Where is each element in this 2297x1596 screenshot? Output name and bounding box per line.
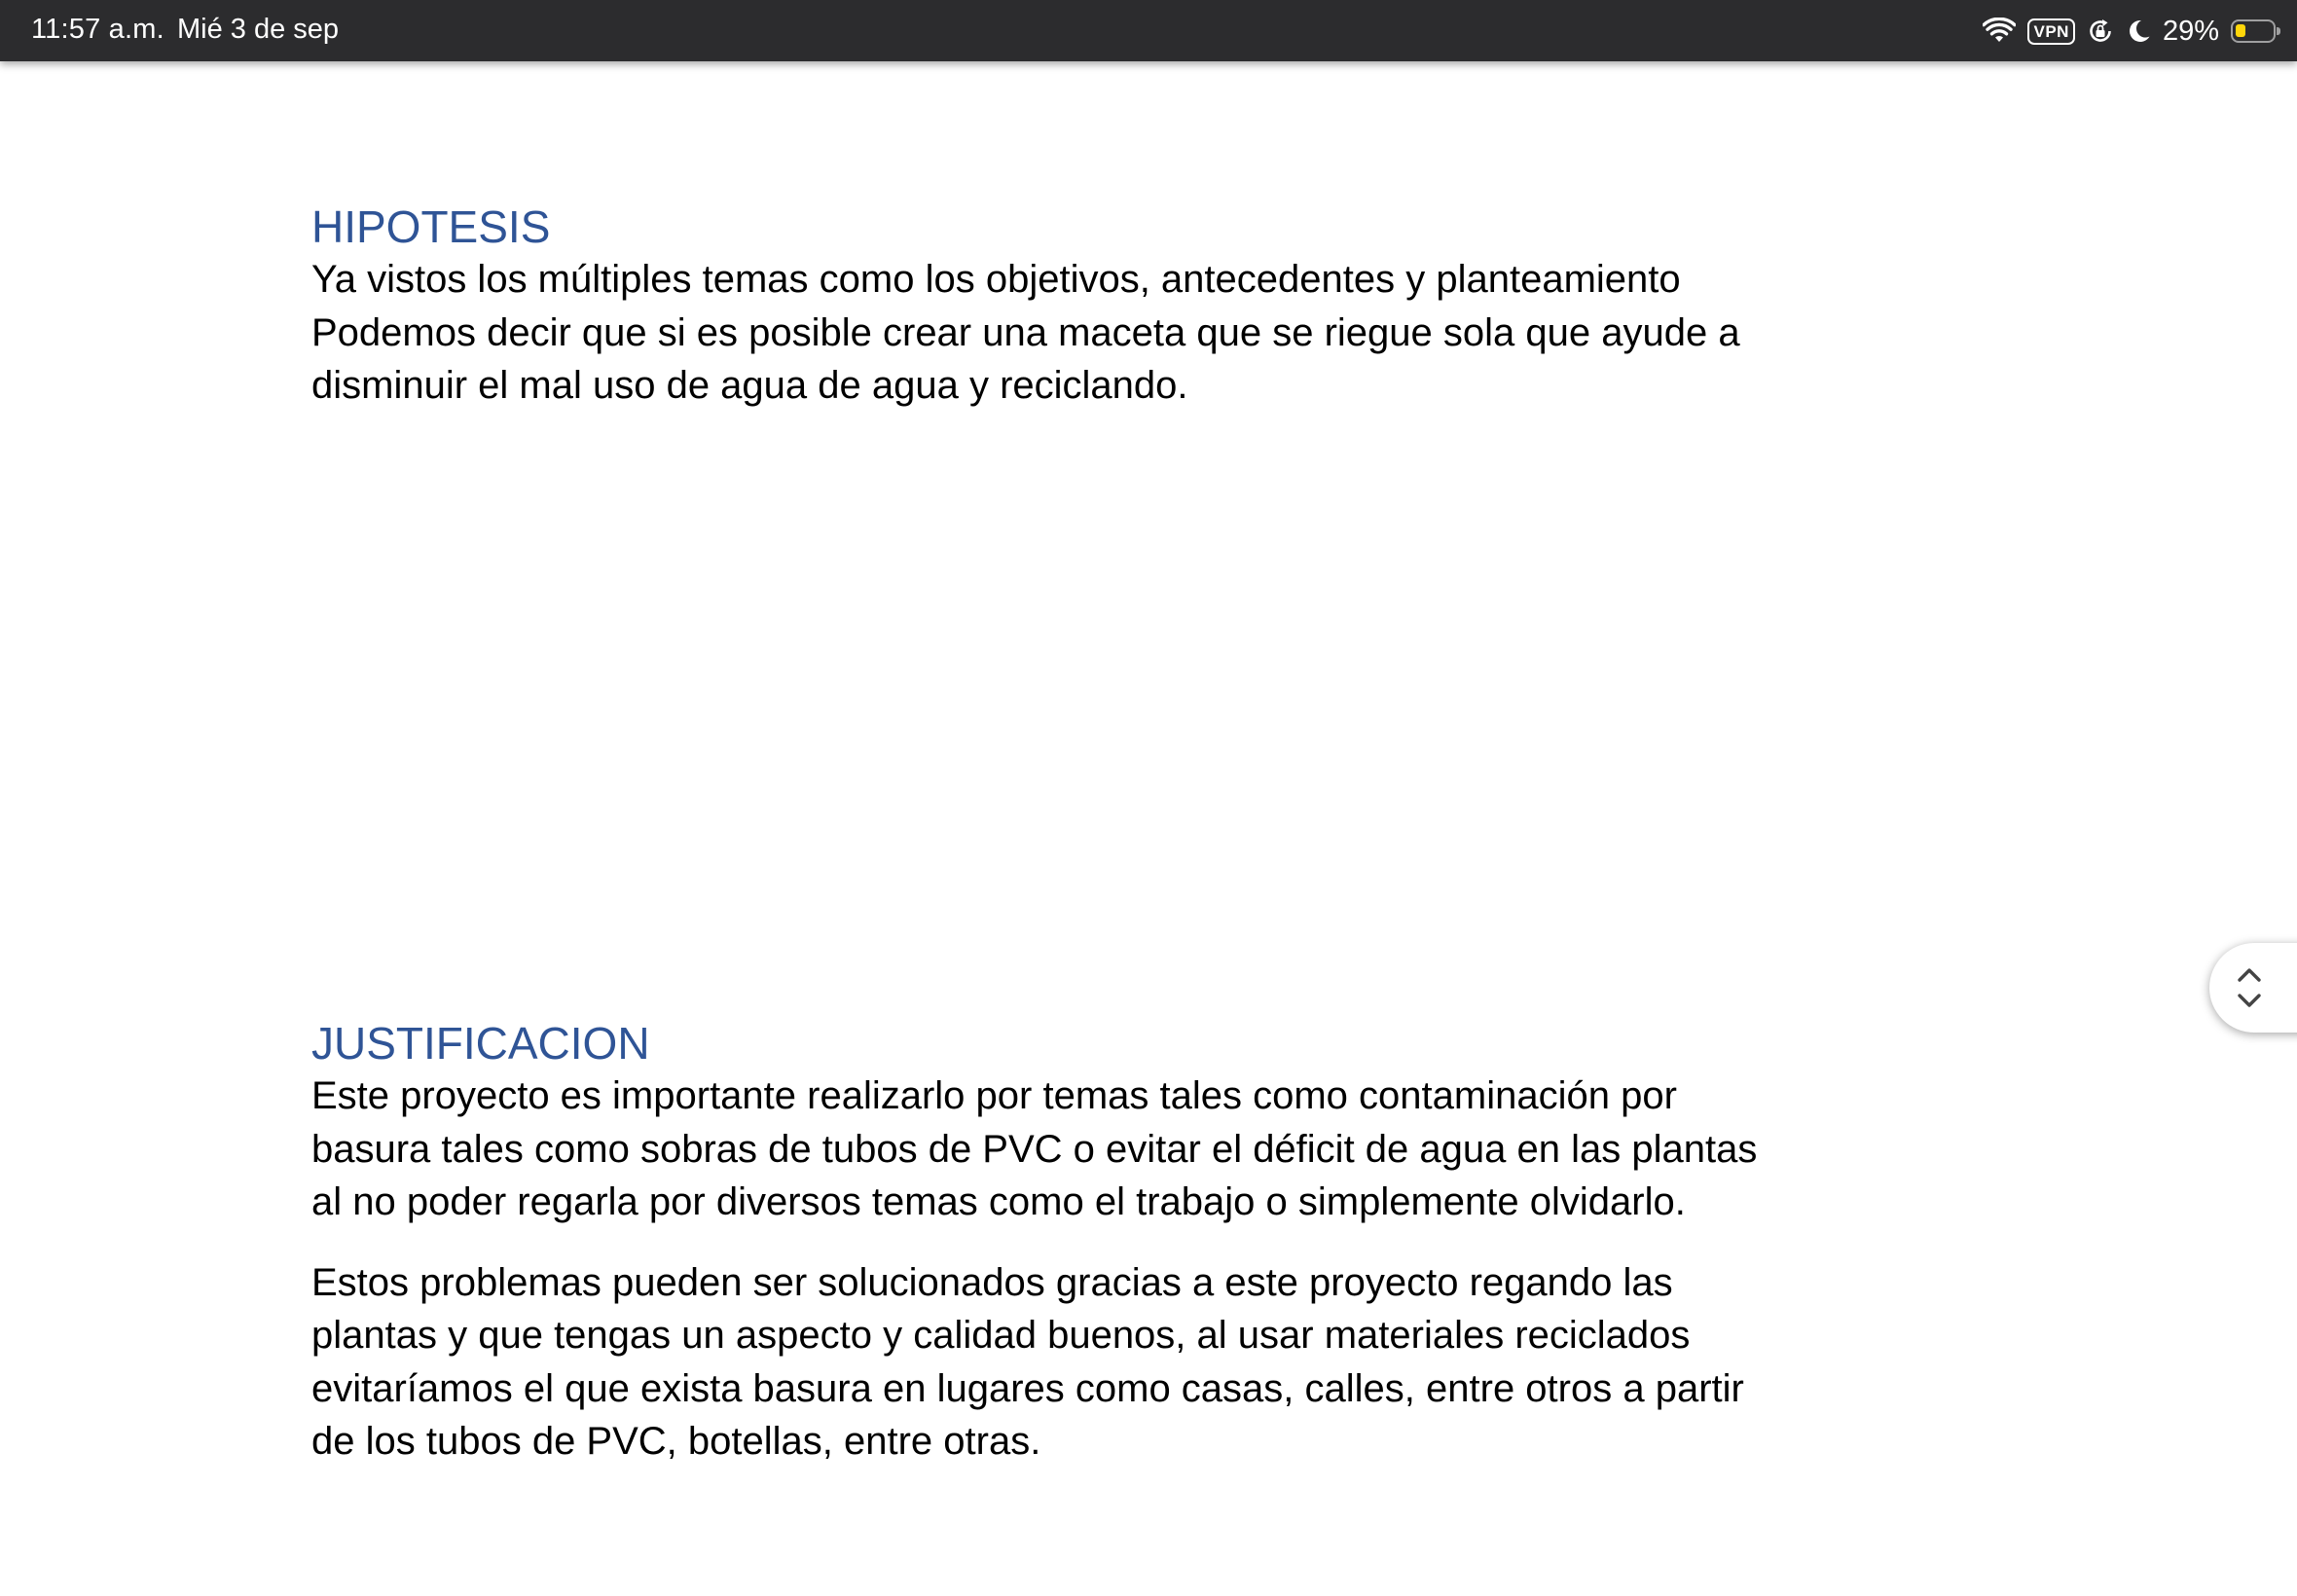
chevron-up-icon xyxy=(2240,970,2259,980)
wifi-icon xyxy=(1983,18,2016,45)
section-paragraph: Ya vistos los múltiples temas como los objetivos, antecedentes y planteamiento Podemos decir que si es posible crear una maceta que se riegue sola que ayude a disminuir el mal uso de agua de agua y reciclando. xyxy=(311,258,1740,407)
battery-icon xyxy=(2231,19,2276,43)
chevron-down-icon xyxy=(2240,996,2259,1005)
section-paragraph: Este proyecto es importante realizarlo por temas tales como contaminación por basura tales como sobras de tubos de PVC o evitar el déficit de agua en las plantas al no poder regarla por diversos temas como el trabajo o simplemente olvidarlo. xyxy=(311,1074,1758,1223)
rotation-lock-icon xyxy=(2087,18,2114,45)
status-bar xyxy=(0,0,2297,61)
section-paragraph: Estos problemas pueden ser solucionados gracias a este proyecto regando las plantas y que tengas un aspecto y calidad buenos, al usar materiales reciclados evitaríamos el que exista basura en lugares como casas, calles, entre otros a partir de los tubos de PVC, botellas, entre otras. xyxy=(311,1260,1744,1463)
status-time: 11:57 a.m. xyxy=(31,14,164,45)
document-page xyxy=(0,61,2297,1596)
status-indicators xyxy=(1983,12,2276,51)
battery-percent: 29% xyxy=(2162,15,2219,47)
scroll-chevrons xyxy=(2235,962,2264,1013)
battery-fill xyxy=(2236,24,2245,37)
battery-tip xyxy=(2277,27,2280,35)
scroll-handle[interactable] xyxy=(2209,943,2297,1033)
section-heading: HIPOTESIS xyxy=(311,201,551,252)
status-date: Mié 3 de sep xyxy=(177,14,340,45)
section-justificacion xyxy=(311,1017,1791,1469)
section-heading: JUSTIFICACION xyxy=(311,1018,650,1069)
section-hipotesis xyxy=(311,200,1791,413)
vpn-badge: VPN xyxy=(2027,18,2074,45)
moon-icon xyxy=(2126,18,2151,44)
